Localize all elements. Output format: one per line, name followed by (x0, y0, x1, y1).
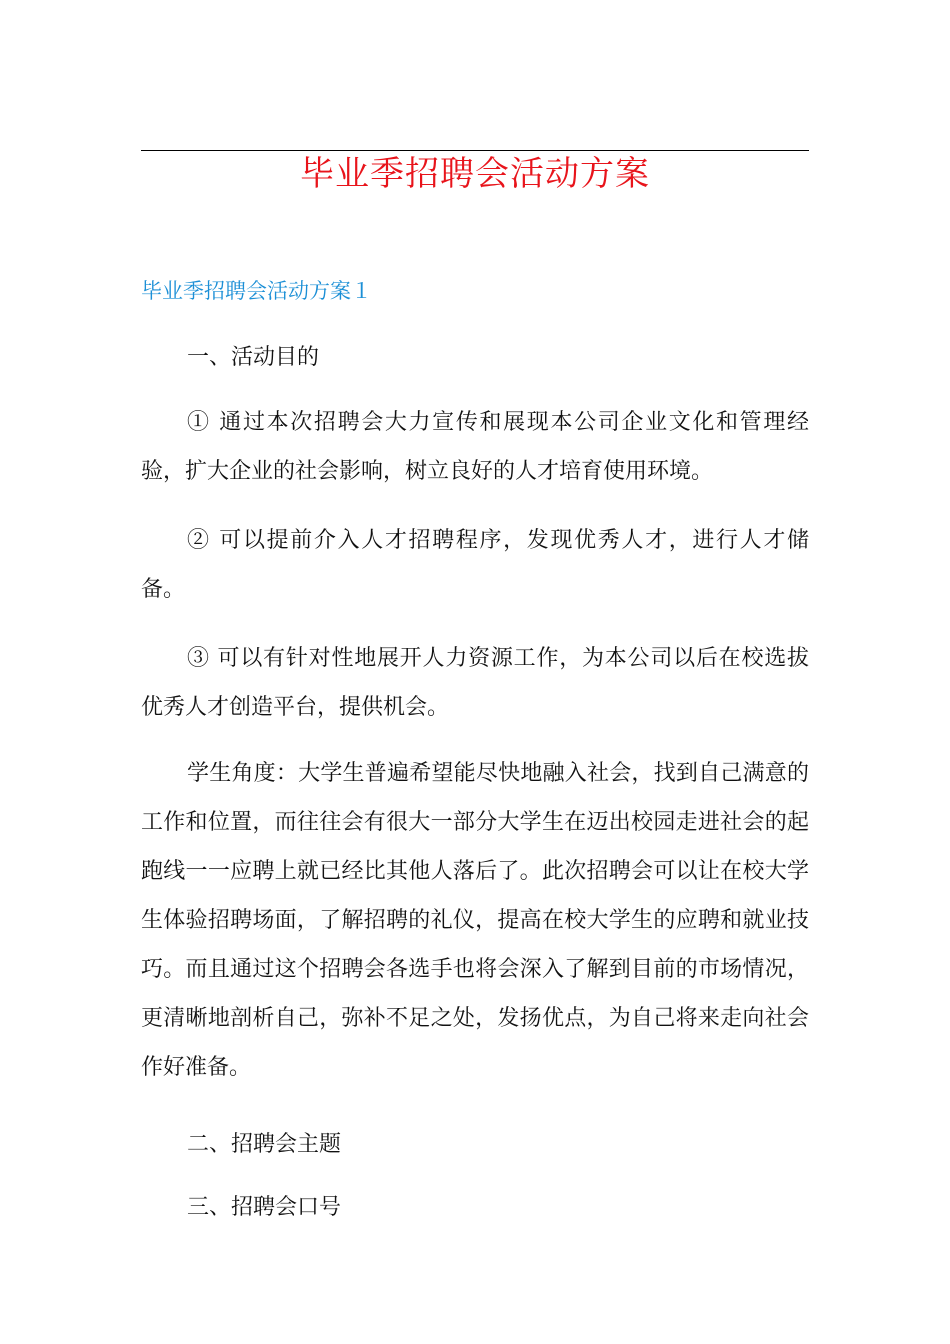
paragraph-theme-heading: 二、招聘会主题 (187, 1132, 342, 1157)
paragraph-slogan-heading: 三、招聘会口号 (187, 1195, 342, 1220)
paragraph-item-1: ① 通过本次招聘会大力宣传和展现本公司企业文化和管理经验，扩大企业的社会影响，树立良好的人才培育使用环境。 (141, 410, 809, 484)
document-title: 毕业季招聘会活动方案 (300, 154, 650, 194)
paragraph-item-2: ② 可以提前介入人才招聘程序，发现优秀人才，进行人才储备。 (141, 528, 809, 602)
paragraph-item-3: ③ 可以有针对性地展开人力资源工作，为本公司以后在校选拔优秀人才创造平台，提供机会。 (141, 646, 809, 720)
paragraph-student-perspective: 学生角度：大学生普遍希望能尽快地融入社会，找到自己满意的工作和位置，而往往会有很大一部分大学生在迈出校园走进社会的起跑线一一应聘上就已经比其他人落后了。此次招聘会可以让在校大学生体验招聘场面，了解招聘的礼仪，提高在校大学生的应聘和就业技巧。而且通过这个招聘会各选手也将会深入了解到目前的市场情况，更清晰地剖析自己，弥补不足之处，发扬优点，为自己将来走向社会作好准备。 (141, 761, 809, 1080)
paragraph-activity-purpose-heading: 一、活动目的 (187, 345, 320, 370)
section-heading: 毕业季招聘会活动方案１ (141, 279, 372, 303)
